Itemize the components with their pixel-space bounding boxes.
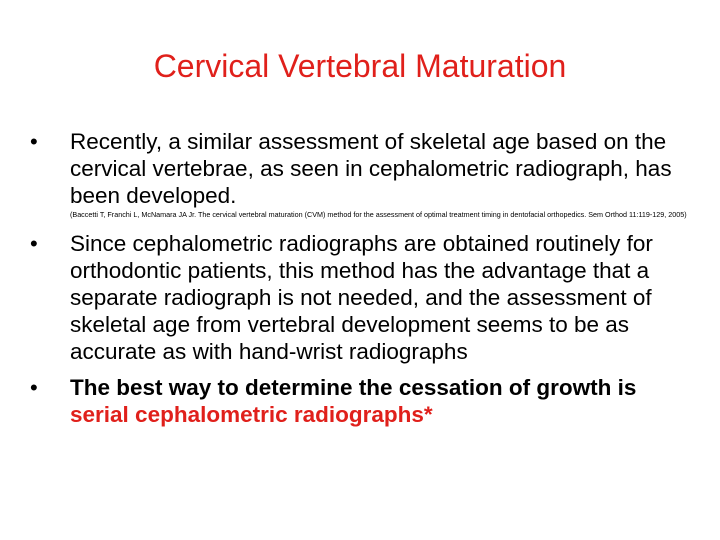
bullet-text-prefix: The best way to determine the cessation of growth is [70,375,637,400]
bullet-text: Recently, a similar assessment of skeletal age based on the cervical vertebrae, as seen in cephalometric radiograph, has been developed. [70,129,672,208]
bullet-text [70,374,690,428]
bullet-list [30,128,690,428]
bullet-dot-icon [30,128,70,155]
slide-title: Cervical Vertebral Maturation [153,48,567,84]
bullet-item [30,374,690,428]
bullet-dot-icon [30,230,70,257]
citation: (Baccetti T, Franchi L, McNamara JA Jr. The cervical vertebral maturation (CVM) method for the assessment of optimal treatment timing in dentofacial orthopedics. Sem Orthod 11:119-129, 2005) [70,210,687,219]
bullet-dot-icon [30,374,70,401]
bullet-text: Since cephalometric radiographs are obtained routinely for orthodontic patients, this method has the advantage that a separate radiograph is not needed, and the assessment of skeletal age from vertebral development seems to be as accurate as with hand-wrist radiographs [70,231,653,364]
bullet-item [30,230,690,365]
bullet-text-emphasis: serial cephalometric radiographs* [70,402,433,427]
bullet-item [30,128,690,219]
